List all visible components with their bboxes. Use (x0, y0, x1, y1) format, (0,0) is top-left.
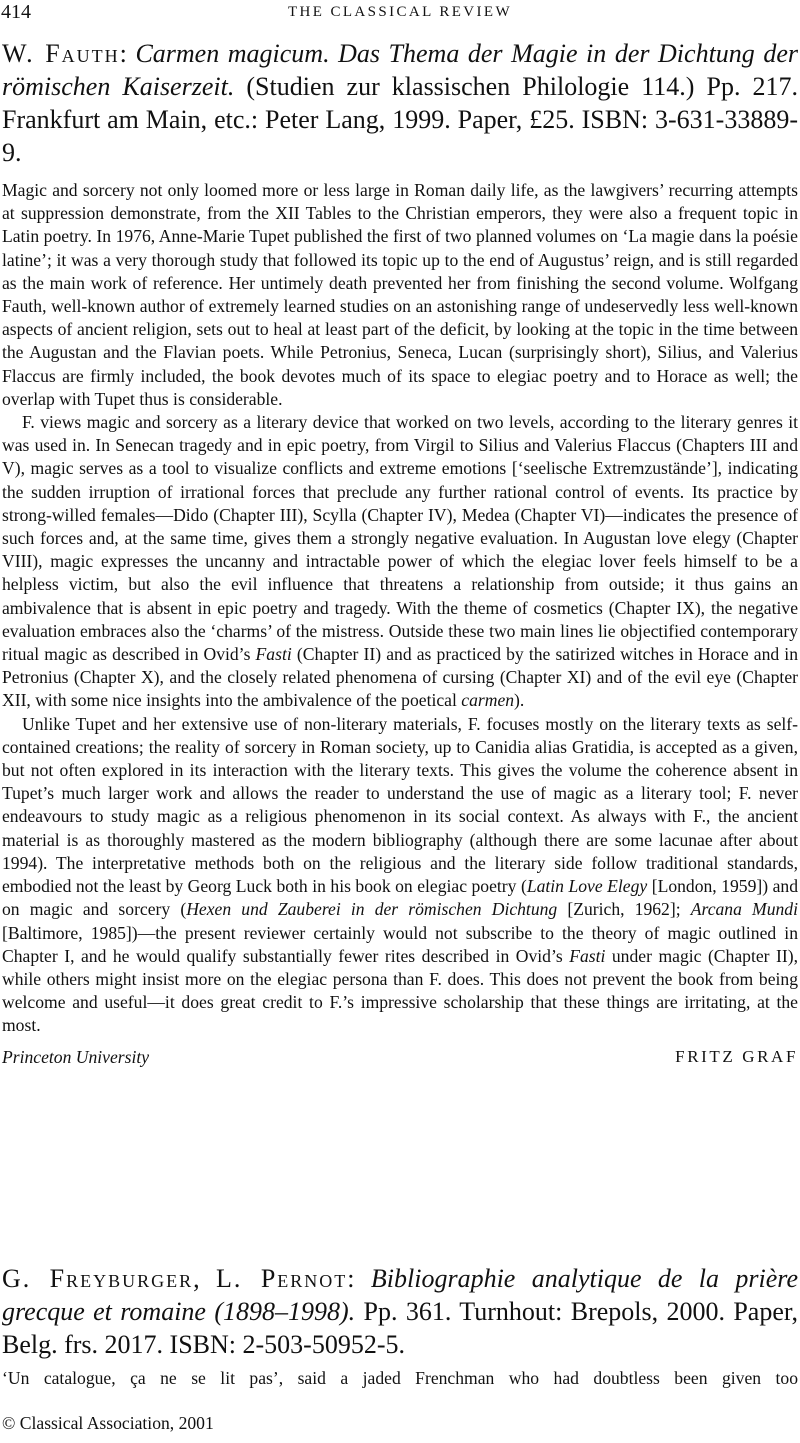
copyright-notice: © Classical Association, 2001 (2, 1413, 214, 1433)
page-number: 414 (1, 1, 31, 23)
review-freyburger-pernot (2, 1262, 798, 1390)
book-details: (Studien zur klassischen Philologie 114.) Pp. 217. Frankfurt am Main, etc.: Peter Lang, 1999. Paper, £25. ISBN: 3-631-33889-9. (2, 72, 798, 167)
paragraph-2-text-c: ). (514, 690, 525, 711)
book-details-2: Pp. 361. Turnhout: Brepols, 2000. Paper, Belg. frs. 2017. ISBN: 2-503-50952-5. (2, 1297, 799, 1359)
paragraph-3-text-e: under magic (Chapter II), while others might insist more on the elegiac persona than F. does. This does not prevent the book from being welcome and useful—it does great credit to F.’s impressive scholarship that these things are irritating, at the most. (2, 945, 798, 1036)
book-title-2: Bibliographie analytique de la prière grecque et romaine (1898–1998). (2, 1264, 799, 1326)
book-title: Carmen magicum. Das Thema der Magie in der Dichtung der römischen Kaiserzeit. (2, 39, 798, 101)
paragraph-3-text-b: [London, 1959]) and on magic and sorcery ( (2, 876, 798, 920)
paragraph-3-text-c: [Zurich, 1962]; (557, 899, 691, 920)
paragraph-2-1: ‘Un catalogue, ça ne se lit pas’, said a jaded Frenchman who had doubtless been given too (2, 1368, 798, 1388)
review-author-2: L. Pernot (216, 1264, 348, 1293)
paragraph-3 (2, 713, 798, 1038)
paragraph-2 (2, 411, 798, 713)
italic-hexen-und-zauberei: Hexen und Zauberei in der römischen Dichtung (186, 899, 558, 920)
paragraph-3-text-d: [Baltimore, 1985])—the present reviewer certainly would not subscribe to the theory of magic outlined in Chapter I, and he would qualify substantially fewer rites described in Ovid’s (2, 922, 798, 966)
review-author: W. Fauth (2, 39, 120, 68)
italic-carmen: carmen (461, 690, 515, 711)
paragraph-2-text-a: F. views magic and sorcery as a literary device that worked on two levels, according to the literary genres it was used in. In Senecan tragedy and in epic poetry, from Virgil to Silius and Valerius Flaccus (Chapters III and V), magic serves as a tool to visualize conflicts and extreme emotions [‘seelische Extremzustände’], indicating the sudden irruption of irrational forces that preclude any further rational control of events. Its practice by strong-willed females—Dido (Chapter III), Scylla (Chapter IV), Medea (Chapter VI)—indicates the presence of such forces and, at the same time, gives them a strongly negative evaluation. In Augustan love elegy (Chapter VIII), magic expresses the uncanny and intractable power of which the elegiac lover feels himself to be a helpless victim, but also the evil influence that threatens a relationship from outside; it thus gains an ambivalence that is absent in epic poetry and tragedy. With the theme of cosmetics (Chapter IX), the negative evaluation embraces also the ‘charms’ of the mistress. Outside these two main lines lie objectified contemporary ritual magic as described in Ovid’s (2, 412, 798, 665)
review-author-1: G. Freyburger (2, 1264, 194, 1293)
italic-latin-love-elegy: Latin Love Elegy (526, 876, 648, 897)
heading-separator: : (119, 39, 136, 68)
heading-separator-2: : (347, 1264, 371, 1293)
review-fauth (2, 37, 798, 1070)
journal-title: THE CLASSICAL REVIEW (287, 4, 513, 20)
review-body (2, 179, 798, 1038)
review-heading-2 (2, 1262, 798, 1361)
paragraph-2-text-b: (Chapter II) and as practiced by the satirized witches in Horace and in Petronius (Chapter X), and the closely related phenomena of cursing (Chapter XI) and of the evil eye (Chapter XII, with some nice insights into the ambivalence of the poetical (2, 644, 798, 711)
reviewer-affiliation: Princeton University (2, 1046, 150, 1067)
italic-fasti: Fasti (255, 644, 292, 665)
review-signature (2, 1044, 798, 1070)
review-heading (2, 37, 798, 169)
paragraph-3-text-a: Unlike Tupet and her extensive use of non-literary materials, F. focuses mostly on the literary texts as self-contained creations; the reality of sorcery in Roman society, up to Canidia alias Gratidia, is accepted as a given, but not often explored in its interaction with the literary texts. This gives the volume the coherence absent in Tupet’s much larger work and allows the reader to understand the use of magic as a literary tool; F. never endeavours to study magic as a religious phenomenon in its social context. As always with F., the ancient material is as thoroughly mastered as the modern bibliography (although there are some lacunae after about 1994). The interpretative methods both on the religious and the literary side follow traditional standards, embodied not the least by Georg Luck both in his book on elegiac poetry ( (2, 713, 798, 897)
italic-fasti-2: Fasti (569, 945, 606, 966)
author-separator: , (193, 1264, 217, 1293)
italic-arcana-mundi: Arcana Mundi (690, 899, 798, 920)
paragraph-1: Magic and sorcery not only loomed more or less large in Roman daily life, as the lawgivers’ recurring attempts at suppression demonstrate, from the XII Tables to the Christian emperors, they were also a frequent topic in Latin poetry. In 1976, Anne-Marie Tupet published the first of two planned volumes on ‘La magie dans la poésie latine’; it was a very thorough study that followed its topic up to the end of Augustus’ reign, and is still regarded as the main work of reference. Her untimely death prevented her from finishing the second volume. Wolfgang Fauth, well-known author of extremely learned studies on an astonishing range of undeservedly less well-known aspects of ancient religion, sets out to heal at least part of the deficit, by looking at the topic in the time between the Augustan and the Flavian poets. While Petronius, Seneca, Lucan (surprisingly short), Silius, and Valerius Flaccus are firmly included, the book devotes much of its space to elegiac poetry and to Horace as well; the overlap with Tupet thus is considerable. (2, 180, 798, 409)
review-body-2 (2, 1367, 798, 1390)
reviewer-name: FRITZ GRAF (675, 1046, 798, 1066)
running-head (0, 0, 800, 24)
